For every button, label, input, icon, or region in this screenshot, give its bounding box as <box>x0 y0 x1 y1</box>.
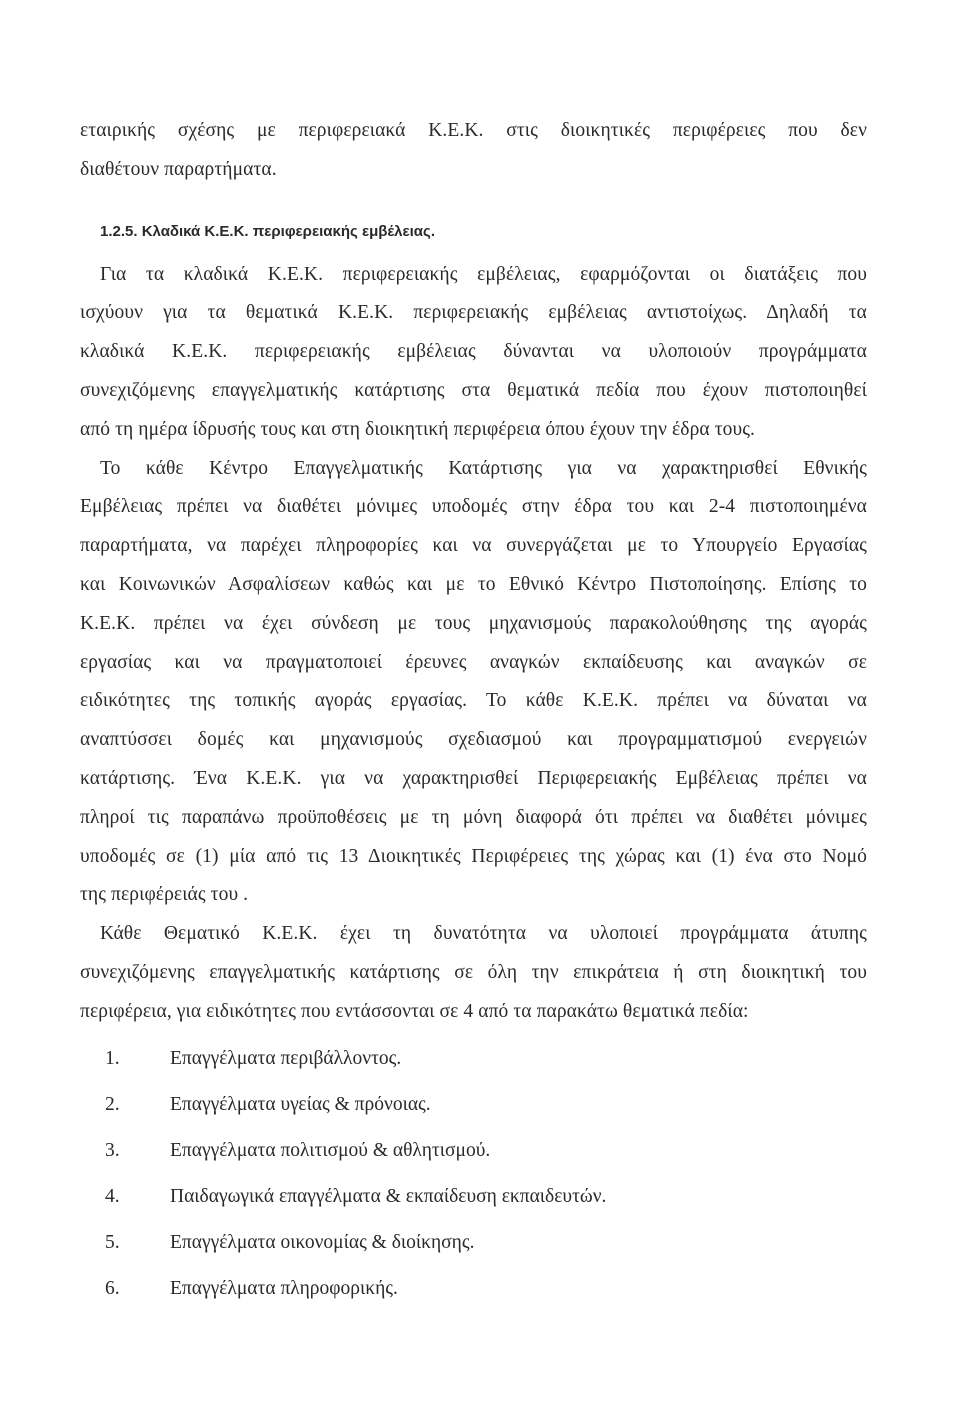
text-line: Για τα κλαδικά Κ.Ε.Κ. περιφερειακής εμβέλειας, εφαρμόζονται οι διατάξεις που <box>100 263 867 285</box>
thematic-fields-list <box>80 1036 867 1313</box>
text-line: περιφέρεια, για ειδικότητες που εντάσσονται σε 4 από τα παρακάτω θεματικά πεδία: <box>80 1000 749 1022</box>
text-line: Εμβέλειας πρέπει να διαθέτει μόνιμες υποδομές στην έδρα του και 2-4 πιστοποιημένα <box>80 496 867 518</box>
paragraph-kladika <box>80 256 867 450</box>
list-item-text: Επαγγέλματα πολιτισμού & αθλητισμού. <box>170 1139 491 1161</box>
text-line: συνεχιζόμενης επαγγελματικής κατάρτισης σε όλη την επικράτεια ή στη διοικητική του <box>80 961 867 983</box>
text-line: ειδικότητες της τοπικής αγοράς εργασίας. Το κάθε Κ.Ε.Κ. πρέπει να δύναται να <box>80 690 867 712</box>
list-item-number: 6. <box>105 1278 120 1300</box>
text-line: εργασίας και να πραγματοποιεί έρευνες αναγκών εκπαίδευσης και αναγκών σε <box>80 651 867 673</box>
text-line: κλαδικά Κ.Ε.Κ. περιφερειακής εμβέλειας δύνανται να υλοποιούν προγράμματα <box>80 341 867 363</box>
list-item-text: Επαγγέλματα πληροφορικής. <box>170 1278 398 1300</box>
text-line: κατάρτισης. Ένα Κ.Ε.Κ. για να χαρακτηρισθεί Περιφερειακής Εμβέλειας πρέπει να <box>80 767 867 789</box>
list-item-text: Παιδαγωγικά επαγγέλματα & εκπαίδευση εκπαιδευτών. <box>170 1186 607 1208</box>
list-item-number: 4. <box>105 1186 120 1208</box>
text-line: Κάθε Θεματικό Κ.Ε.Κ. έχει τη δυνατότητα να υλοποιεί προγράμματα άτυπης <box>100 923 867 945</box>
list-item-number: 3. <box>105 1139 120 1161</box>
list-item-number: 2. <box>105 1093 120 1115</box>
text-line: και Κοινωνικών Ασφαλίσεων καθώς και με το Εθνικό Κέντρο Πιστοποίησης. Επίσης το <box>80 573 867 595</box>
paragraph-ethnikis-embeleias <box>80 450 867 916</box>
text-line: ισχύουν για τα θεματικά Κ.Ε.Κ. περιφερειακής εμβέλειας αντιστοίχως. Δηλαδή τα <box>80 302 867 324</box>
section-heading: 1.2.5. Κλαδικά Κ.Ε.Κ. περιφερειακής εμβέλειας. <box>100 222 435 240</box>
text-line: υποδομές σε (1) μία από τις 13 Διοικητικές Περιφέρειες της χώρας και (1) ένα στο Νομό <box>80 845 867 867</box>
text-line: Κ.Ε.Κ. πρέπει να έχει σύνδεση με τους μηχανισμούς παρακολούθησης της αγοράς <box>80 612 867 634</box>
text-line: αναπτύσσει δομές και μηχανισμούς σχεδιασμού και προγραμματισμού ενεργειών <box>80 729 867 751</box>
text-line: από τη ημέρα ίδρυσής τους και στη διοικητική περιφέρεια όπου έχουν την έδρα τους. <box>80 418 756 440</box>
list-item-number: 1. <box>105 1047 120 1069</box>
list-item <box>80 1220 867 1266</box>
list-item <box>80 1082 867 1128</box>
text-line: Το κάθε Κέντρο Επαγγελματικής Κατάρτισης για να χαρακτηρισθεί Εθνικής <box>100 457 867 479</box>
list-item <box>80 1174 867 1220</box>
list-item <box>80 1266 867 1312</box>
text-line: της περιφέρειάς του . <box>80 884 249 906</box>
list-item <box>80 1036 867 1082</box>
paragraph-thematika <box>80 915 867 1031</box>
list-item-text: Επαγγέλματα περιβάλλοντος. <box>170 1047 402 1069</box>
intro-paragraph <box>80 112 867 190</box>
text-line: πληροί τις παραπάνω προϋποθέσεις με τη μόνη διαφορά ότι πρέπει να διαθέτει μόνιμες <box>80 806 867 828</box>
text-line: διαθέτουν παραρτήματα. <box>80 158 277 180</box>
list-item-text: Επαγγέλματα οικονομίας & διοίκησης. <box>170 1232 475 1254</box>
text-line: εταιρικής σχέσης με περιφερειακά Κ.Ε.Κ. στις διοικητικές περιφέρειες που δεν <box>80 120 867 141</box>
list-item-text: Επαγγέλματα υγείας & πρόνοιας. <box>170 1093 431 1115</box>
list-item-number: 5. <box>105 1232 120 1254</box>
text-line: συνεχιζόμενης επαγγελματικής κατάρτισης στα θεματικά πεδία που έχουν πιστοποιηθεί <box>80 379 867 401</box>
text-line: παραρτήματα, να παρέχει πληροφορίες και να συνεργάζεται με το Υπουργείο Εργασίας <box>80 535 867 557</box>
document-body <box>80 112 867 1313</box>
list-item <box>80 1128 867 1174</box>
